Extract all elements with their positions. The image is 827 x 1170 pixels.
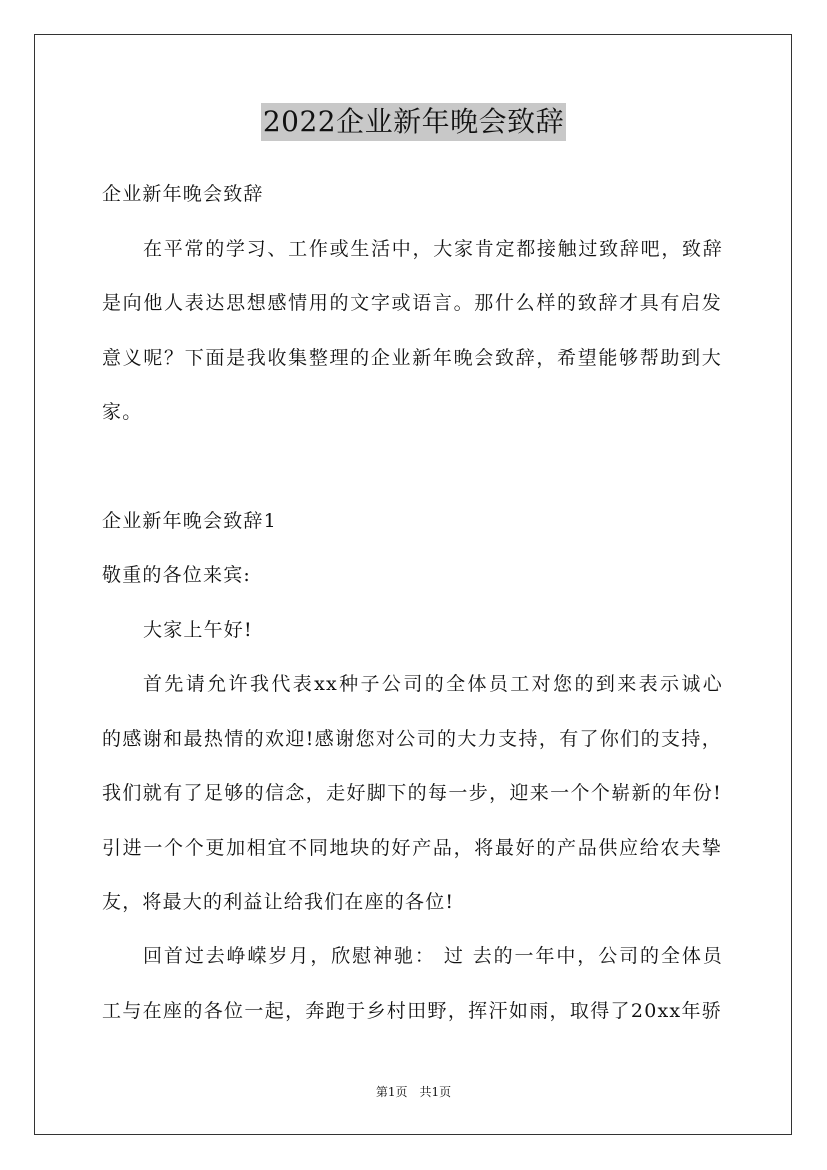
paragraph1-line-2: 的感谢和最热情的欢迎!感谢您对公司的大力支持，有了你们的支持， (102, 728, 722, 750)
paragraph2-line-1: 回首过去峥嵘岁月，欣慰神驰： 过 去的一年中，公司的全体员 (143, 945, 723, 967)
greeting: 大家上午好! (143, 619, 253, 641)
salutation: 敬重的各位来宾: (102, 564, 252, 586)
intro-line-3: 意义呢？下面是我收集整理的企业新年晚会致辞，希望能够帮助到大 (102, 347, 722, 369)
paragraph1-line-5: 友，将最大的利益让给我们在座的各位! (102, 891, 455, 913)
subtitle: 企业新年晚会致辞 (102, 183, 264, 205)
paragraph1-line-3: 我们就有了足够的信念，走好脚下的每一步，迎来一个个崭新的年份! (102, 782, 722, 804)
paragraph1-line-4: 引进一个个更加相宜不同地块的好产品，将最好的产品供应给农夫挚 (102, 837, 722, 859)
document-title: 2022企业新年晚会致辞 (261, 103, 566, 141)
paragraph1-line-1: 首先请允许我代表xx种子公司的全体员工对您的到来表示诚心 (143, 673, 723, 695)
intro-line-1: 在平常的学习、工作或生活中，大家肯定都接触过致辞吧，致辞 (143, 238, 723, 260)
page-footer: 第1页 共1页 (375, 1085, 452, 1099)
paragraph2-line-2: 工与在座的各位一起，奔跑于乡村田野，挥汗如雨，取得了20xx年骄 (102, 1000, 722, 1022)
intro-line-2: 是向他人表达思想感情用的文字或语言。那什么样的致辞才具有启发 (102, 292, 722, 314)
section-heading: 企业新年晚会致辞1 (102, 510, 277, 532)
title-block (0, 103, 827, 141)
intro-line-4: 家。 (102, 401, 143, 423)
